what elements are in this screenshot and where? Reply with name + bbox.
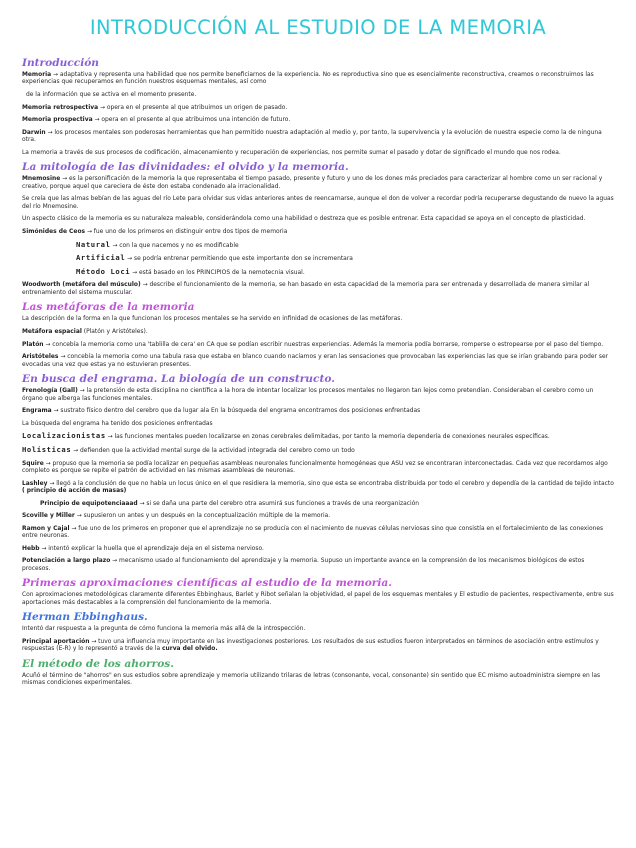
text-memoria: → adaptativa y representa una habilidad que nos permite beneficiarnos de la experiencia. No es reproductiva sino que es esencialmente reconstructiva, creamos o reconstruimos las experiencias que recuperamos en función nuestros esquemas mentales, así como: [22, 71, 594, 86]
paragraph-equipotencialidad: [40, 500, 614, 507]
term-prospectiva: Memoria prospectiva: [22, 116, 93, 124]
term-curva-olvido: curva del olvido.: [162, 645, 218, 653]
paragraph-squire: [22, 460, 614, 475]
text-retrospectiva: → opera en el presente al que atribuimos un origen de pasado.: [98, 103, 288, 111]
text-principal-aportacion: → tuvo una influencia muy importante en las investigaciones posteriores. Los resultados de sus estudios fueron interpretados en términos de asociación entre estímulos y respuestas (E-R) y lo representó a través de la: [22, 637, 599, 653]
paragraph-scoville: [22, 512, 614, 519]
paragraph-lashley: [22, 480, 614, 495]
paragraph-memoria: [22, 71, 614, 86]
text-woodworth: → describe el funcionamiento de la memoria, se han basado en esta capacidad de la memoria para ser entrenada y desarrollada de manera similar al entrenamiento del sistema muscular.: [22, 281, 590, 296]
term-localizacionistas: Localizacionistas: [22, 431, 106, 441]
paragraph-cajal: [22, 525, 614, 540]
term-metafora-espacial: Metáfora espacial: [22, 327, 82, 335]
text-darwin: → los procesos mentales son poderosas herramientas que han permitido nuestra adaptación al medio y, por tanto, la supervivencia y la evolución de nuestra especie como la de ninguna otra.: [22, 128, 602, 144]
text-platon: → concebía la memoria como una 'tablilla de cera' en CA que se podían escribir nuestras experiencias. Además la memoria podía borrarse, romperse o estropearse por el paso del tiempo.: [43, 340, 604, 348]
text-holisticas: → defienden que la actividad mental surge de la actividad integrada del cerebro como un todo: [71, 446, 355, 454]
text-frenologia: → la pretensión de esta disciplina no científica a la hora de intentar localizar los procesos mentales no llegaron tan lejos como pretendían. Consideraban el cerebro como un órgano que alberga las funciones mentales.: [22, 387, 594, 402]
paragraph-metaforas-intro: La descripción de la forma en la que funcionan los procesos mentales se ha servido en infinidad de ocasiones de las metáforas.: [22, 315, 403, 323]
paragraph-holisticas: [22, 446, 614, 454]
paragraph-procesos: La memoria a través de sus procesos de codificación, almacenamiento y recuperación de experiencias, nos permite sumar el pasado y dotar de significado el mundo que nos rodea.: [22, 148, 561, 156]
term-retrospectiva: Memoria retrospectiva: [22, 103, 99, 111]
paragraph-memoria-cont: de la información que se activa en el momento presente.: [26, 91, 197, 98]
text-mnemosine: → es la personificación de la memoria la que representaba el tiempo pasado, presente y futuro y uno de los dones más preciados para caracterizar al hombre como un ser racional y creativo, porque aquel que careciera de éste don estaba condenado ala irracionalidad.: [22, 175, 603, 190]
text-artificial: → se podría entrenar permitiendo que este importante don se incrementara: [125, 255, 353, 263]
text-cajal: → fue uno de los primeros en proponer que el aprendizaje no se producía con el nacimiento de nuevas células nerviosas sino que consistía en el fortalecimiento de las conexiones entre neuronas.: [22, 524, 604, 540]
heading-aproximaciones: Primeras aproximaciones científicas al estudio de la memoria.: [22, 577, 392, 590]
heading-mitologia: La mitología de las divinidades: el olvido y la memoria.: [22, 161, 349, 174]
paragraph-mnemosine: [22, 175, 614, 190]
paragraph-frenologia: [22, 387, 614, 402]
subitem-natural: [76, 241, 614, 249]
term-holisticas: Holísticas: [22, 444, 72, 454]
term-artificial: Artificial: [76, 253, 126, 263]
term-platon: Platón: [22, 340, 44, 348]
term-memoria: Memoria: [22, 71, 52, 78]
term-scoville: Scoville y Miller: [22, 512, 75, 520]
term-principal-aportacion: Principal aportación: [22, 637, 90, 645]
text-natural: → con la que nacemos y no es modificable: [110, 241, 239, 249]
term-lashley: Lashley: [22, 479, 48, 487]
paragraph-ahorros: Acuñó el término de "ahorros" en sus estudios sobre aprendizaje y memoria utilizando trilaras de letras (consonante, vocal, consonante) sin sentido que EC mismo autoadministra siempre en las mismas condiciones experimentales.: [22, 671, 601, 687]
paragraph-hebb: [22, 545, 614, 552]
heading-metodo-ahorros: El método de los ahorros.: [22, 657, 174, 670]
term-equipotencialidad: Principio de equipotenciaaad: [40, 499, 138, 507]
text-localizacionistas: → las funciones mentales pueden localizarse en zonas cerebrales delimitadas, por tanto la memoria dependería de conexiones neurales específicas.: [105, 433, 550, 441]
paragraph-darwin: [22, 129, 614, 144]
term-cajal: Ramon y Cajal: [22, 524, 70, 532]
paragraph-ebbinghaus-intro: Intentó dar respuesta a la pregunta de cómo funciona la memoria más allá de la introspección.: [22, 625, 306, 633]
term-hebb: Hebb: [22, 544, 40, 552]
text-simonides: → fue uno de los primeros en distinguir entre dos tipos de memoria: [85, 227, 288, 235]
text-potenciacion: → mecanismo usado al funcionamiento del aprendizaje y la memoria. Supuso un importante avance en la comprensión de los mecanismos biológicos de estos procesos.: [22, 557, 585, 572]
paragraph-woodworth: [22, 281, 614, 296]
text-metafora-espacial: (Platón y Aristóteles).: [81, 327, 148, 335]
paragraph-aproximaciones: Con aproximaciones metodológicas claramente diferentes Ebbinghaus, Barlet y Ribot señalan la objetividad, el papel de los esquemas mentales y El estudio de pacientes, respectivamente, entre sus aportaciones más destacables a la comprensión del funcionamiento de la memoria.: [22, 591, 614, 606]
paragraph-busqueda: La búsqueda del engrama ha tenido dos posiciones enfrentadas: [22, 419, 213, 427]
term-frenologia: Frenología (Gall): [22, 387, 78, 395]
heading-introduccion: Introducción: [22, 57, 100, 69]
text-aristoteles: → concebía la memoria como una tabula rasa que estaba en blanco cuando nacíamos y eran las sensaciones que provocaban las experiencias las que se irían grabando para poder ser evocadas una vez que estas ya no estuvieran presentes.: [22, 353, 609, 368]
paragraph-localizacionistas: [22, 432, 614, 440]
term-potenciacion: Potenciación a largo plazo: [22, 557, 111, 565]
paragraph-metafora-espacial: [22, 328, 614, 335]
heading-metaforas: Las metáforas de la memoria: [22, 301, 195, 314]
subitem-metodo-loci: [76, 268, 614, 276]
page-title: INTRODUCCIÓN AL ESTUDIO DE LA MEMORIA: [89, 16, 547, 39]
paragraph-memoria-prospectiva: [22, 116, 614, 123]
paragraph-lete: Se creía que las almas bebían de las aguas del río Lete para olvidar sus vidas anteriores antes de reencarnarse, aunque el don de volver a recordar podría recuperarse degustando de nuevo la aguas del río Mnemosine.: [22, 195, 614, 210]
term-aristoteles: Aristóteles: [22, 353, 59, 361]
text-equipotencialidad: → si se daña una parte del cerebro otra asumirá sus funciones a través de una reorganización: [137, 499, 420, 507]
term-mnemosine: Mnemosine: [22, 175, 61, 183]
text-squire: → propuso que la memoria se podía localizar en pequeñas asambleas neuronales funcionalmente homogéneas que ASU vez se encontraran interconectadas. Cada vez que recordamos algo completo es porque se repite el patrón de actividad en las mismas asambleas de neuronas.: [22, 459, 608, 474]
term-natural: Natural: [76, 239, 111, 249]
paragraph-plasticidad: Un aspecto clásico de la memoria es su naturaleza maleable, considerándola como una habilidad o destreza que es posible entrenar. Esta capacidad se apoya en el concepto de plasticidad.: [22, 215, 586, 223]
subitem-artificial: [76, 254, 614, 262]
term-simonides: Simónides de Ceos: [22, 227, 86, 235]
paragraph-principal-aportacion: [22, 638, 614, 653]
text-hebb: → intentó explicar la huella que el aprendizaje deja en el sistema nervioso.: [39, 544, 264, 552]
term-woodworth: Woodworth (metáfora del músculo): [22, 281, 141, 289]
text-metodo-loci: → está basado en los PRINCIPIOS de la nemotecnia visual.: [130, 268, 305, 276]
text-prospectiva: → opera en el presente al que atribuimos una intención de futuro.: [92, 116, 291, 124]
paragraph-memoria-retrospectiva: [22, 104, 614, 111]
text-scoville: → supusieron un antes y un después en la conceptualización múltiple de la memoria.: [74, 512, 331, 520]
paragraph-aristoteles: [22, 353, 614, 368]
paragraph-engrama: [22, 407, 614, 414]
paragraph-platon: [22, 341, 614, 348]
text-engrama: → sustrato físico dentro del cerebro que da lugar ala En la búsqueda del engrama encontramos dos posiciones enfrentadas: [51, 407, 421, 415]
paragraph-potenciacion: [22, 557, 614, 572]
heading-engrama: En busca del engrama. La biología de un constructo.: [22, 373, 335, 386]
term-metodo-loci: Método Loci: [76, 266, 131, 276]
text-lashley: → llegó a la conclusión de que no había un locus único en el que residiera la memoria, sino que esta se encontraba distribuida por todo el cerebro y dependía de la cantidad de tejido intacto: [47, 479, 614, 487]
term-darwin: Darwin: [22, 128, 46, 136]
heading-ebbinghaus: Herman Ebbinghaus.: [22, 611, 148, 624]
term-squire: Squire: [22, 459, 44, 467]
term-accion-masas: ( principio de acción de masas): [22, 486, 127, 494]
term-engrama: Engrama: [22, 407, 52, 415]
paragraph-simonides: [22, 228, 614, 235]
